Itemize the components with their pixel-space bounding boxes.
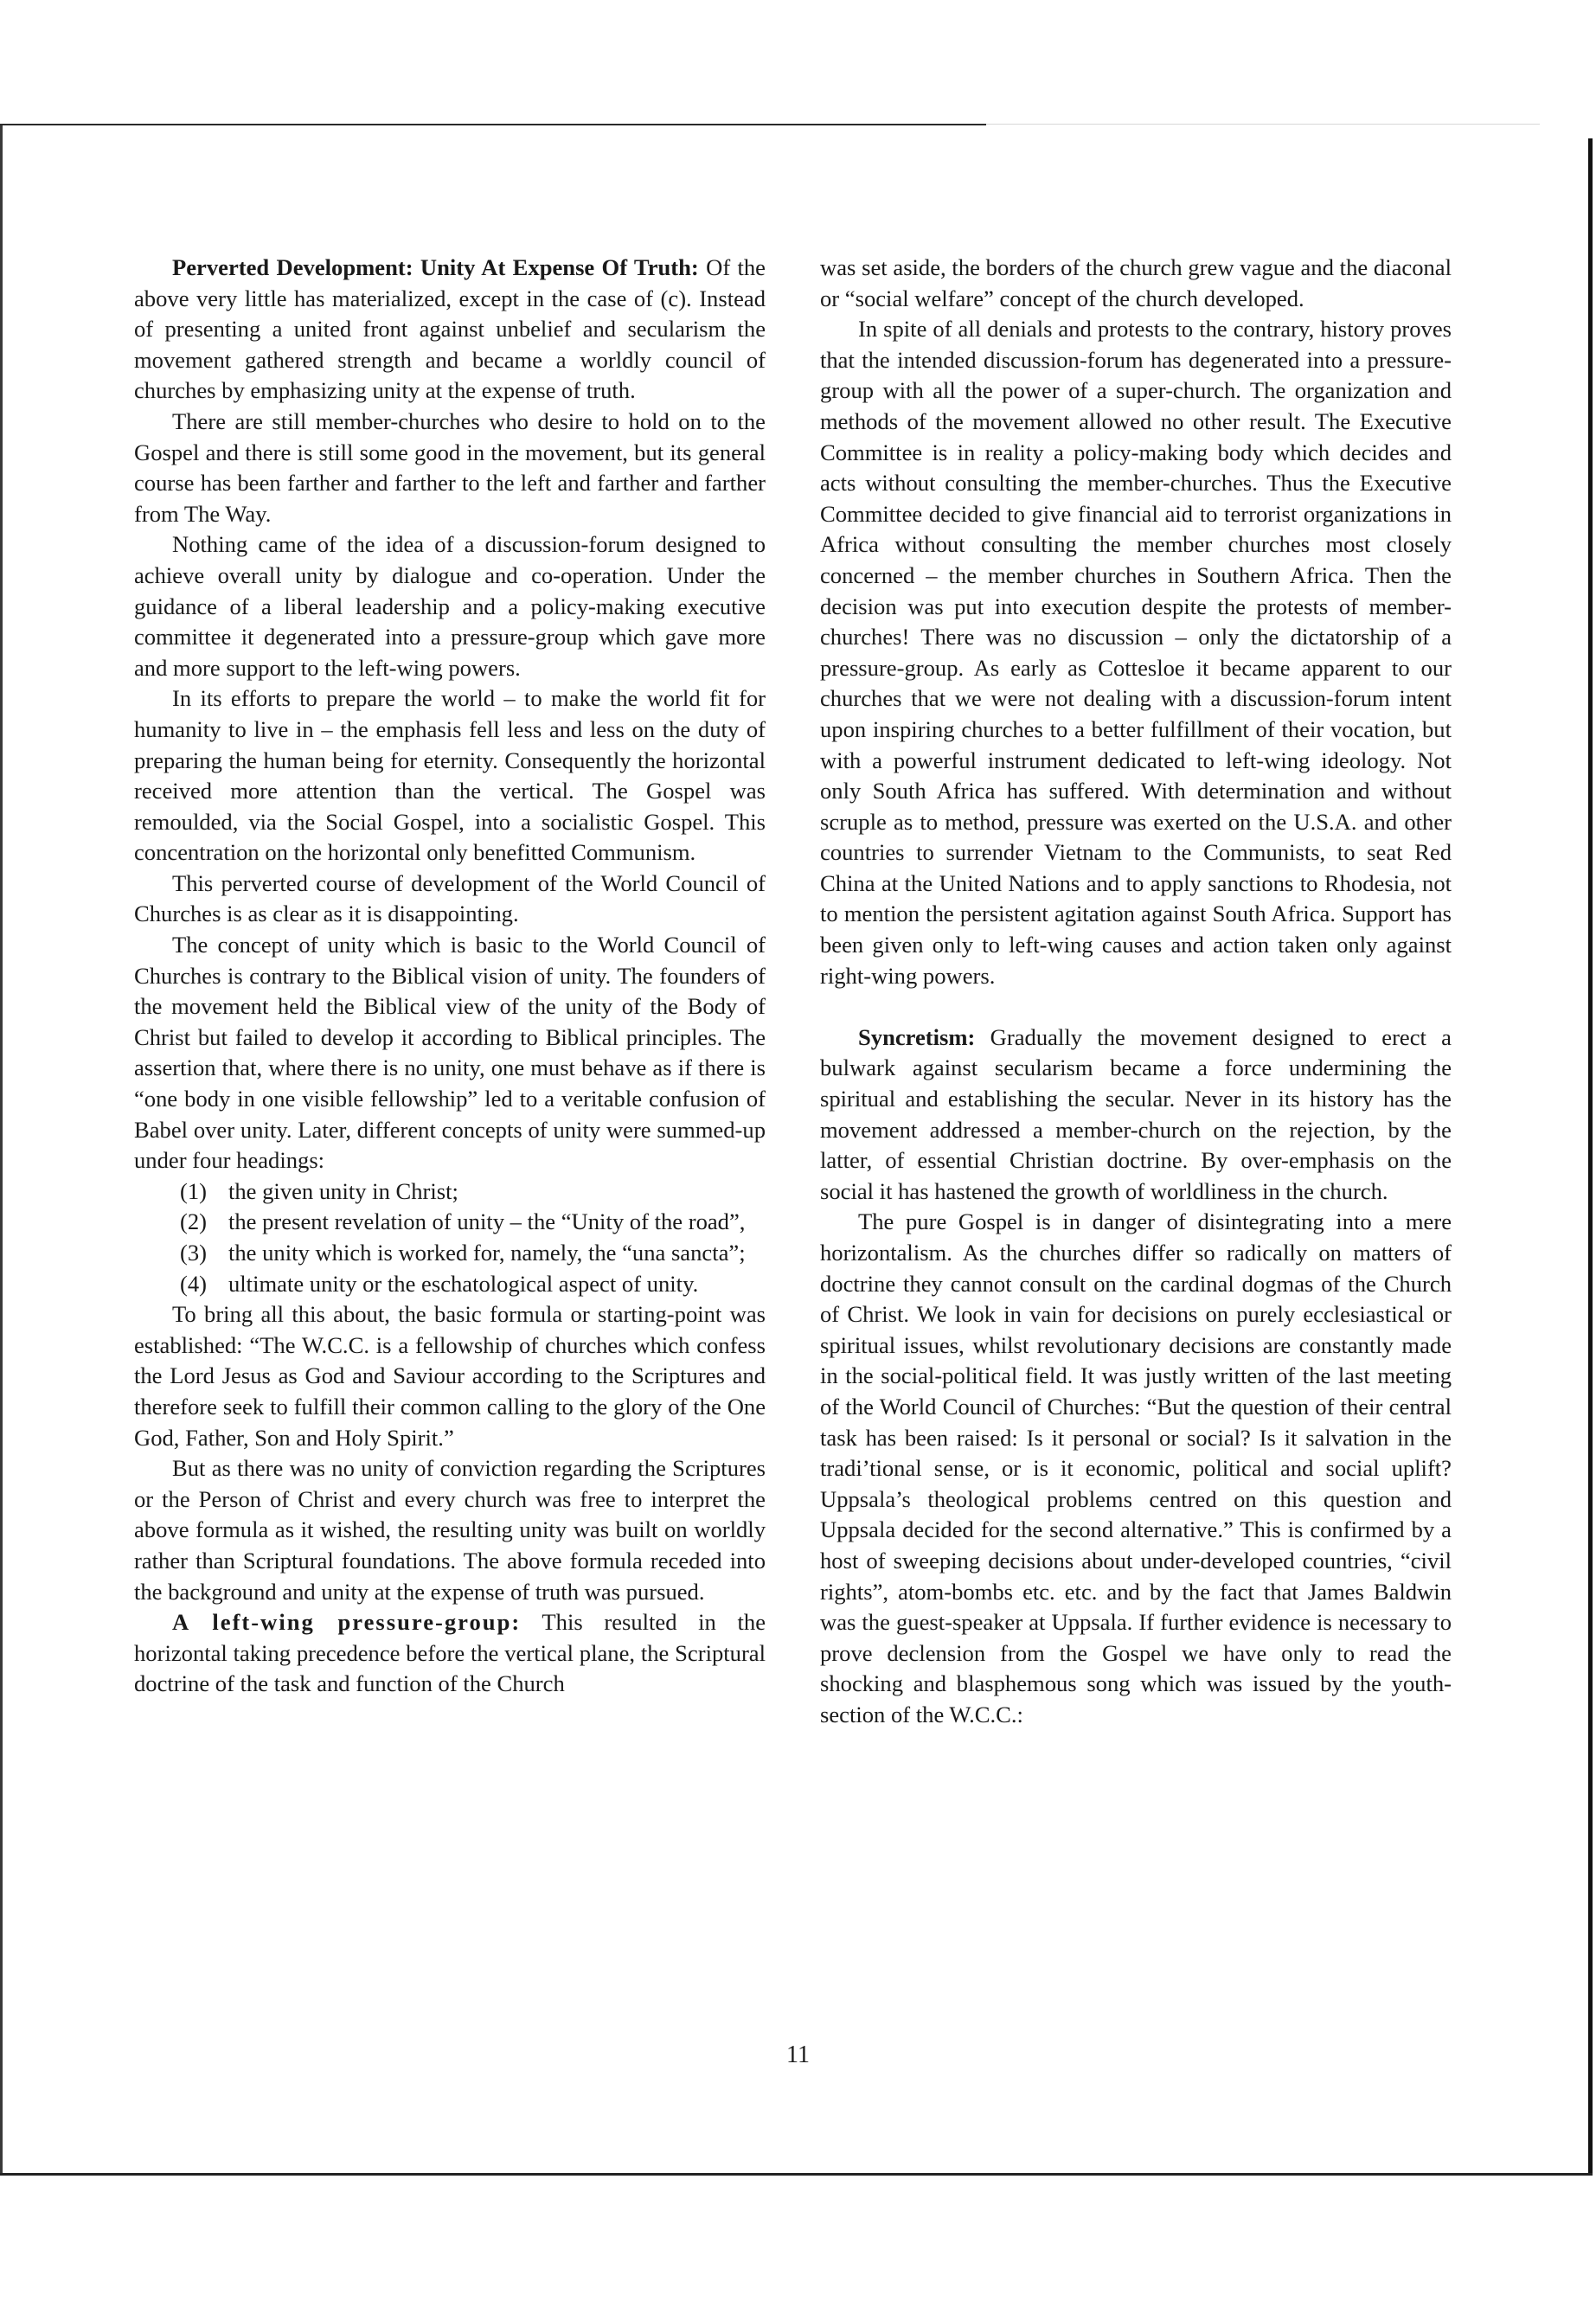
paragraph: To bring all this about, the basic formula or starting-point was established: “The W.C.C. is a fellowship of churches which confess the Lord Jesus as God and Saviour according to the Scriptures and therefore seek to fulfill their common calling to the glory of the One God, Father, Son and Holy Spirit.” [134,1301,766,1451]
list-text: the present revelation of unity – the “Unity of the road”, [228,1208,746,1235]
right-column [820,253,1452,1731]
paragraph-left-wing-pressure-group [134,1607,766,1700]
scan-left-border [0,125,3,2176]
left-column [134,253,766,1700]
list-item [134,1207,766,1238]
paragraph: Nothing came of the idea of a discussion-forum designed to achieve overall unity by dialogue and co-operation. Under the guidance of a liberal leadership and a policy-making executive committee it degenerated into a pressure-group which gave more and more support to the left-wing powers. [134,531,766,681]
scan-top-border [0,124,986,125]
section-heading-syncretism: Syncretism: [858,1023,976,1050]
list-item [134,1238,766,1269]
section-spacer [820,991,1452,1022]
scan-bottom-border [0,2173,1593,2176]
paragraph: In its efforts to prepare the world – to make the world fit for humanity to live in – the emphasis fell less and less on the duty of preparing the human being for eternity. Consequently the horizontal received more attention than the vertical. The Gospel was remoulded, via the Social Gospel, into a socialistic Gospel. This concentration on the horizontal only benefitted Communism. [134,685,766,866]
list-text: the given unity in Christ; [228,1177,458,1204]
list-number: (4) [180,1270,208,1297]
paragraph-syncretism [820,1022,1452,1208]
paragraph-text: This resulted in the horizontal taking precedence before the vertical plane, the Scriptural doctrine of the task and function of the Church [134,1609,766,1697]
paragraph: There are still member-churches who desire to hold on to the Gospel and there is still some good in the movement, but its general course has been farther and farther to the left and farther and farther from The Way. [134,407,766,527]
paragraph: This perverted course of development of the World Council of Churches is as clear as it is disappointing. [134,869,766,927]
list-number: (2) [180,1208,208,1235]
page-number: 11 [786,2041,810,2068]
list-text: ultimate unity or the eschatological aspect of unity. [228,1270,699,1297]
paragraph: But as there was no unity of conviction regarding the Scriptures or the Person of Christ and every church was free to interpret the above formula as it wished, the resulting unity was built on worldly rather than Scriptural foundations. The above formula receded into the background and unity at the expense of truth was pursued. [134,1455,766,1605]
section-heading-perverted-development: Perverted Development: Unity At Expense Of Truth: [172,254,699,280]
list-number: (1) [180,1177,208,1204]
paragraph-continued: was set aside, the borders of the church grew vague and the diaconal or “social welfare” concept of the church developed. [820,254,1452,311]
scan-top-border-faint [986,124,1540,125]
list-number: (3) [180,1240,208,1266]
paragraph: The pure Gospel is in danger of disintegrating into a mere horizontalism. As the churches differ so radically on matters of doctrine they cannot consult on the cardinal dogmas of the Church of Christ. We look in vain for decisions on purely ecclesiastical or spiritual issues, whilst revolutionary decisions are constantly made in the social-political field. It was justly written of the last meeting of the World Council of Churches: “But the question of their central task has been raised: Is it personal or social? Is it salvation in the tradi’tional sense, or is it economic, political and social uplift? Uppsala’s theological problems centred on this question and Uppsala decided for the second alternative.” This is confirmed by a host of sweeping decisions about under-developed countries, “civil rights”, atom-bombs etc. etc. and by the fact that James Baldwin was the guest-speaker at Uppsala. If further evidence is necessary to prove declension from the Gospel we have only to read the shocking and blasphemous song which was issued by the youth-section of the W.C.C.: [820,1208,1452,1727]
scan-right-border [1588,138,1593,2176]
paragraph-text: Of the above very little has materialized, except in the case of (c). Instead of presenting a united front against unbelief and secularism the movement gathered strength and became a worldly council of churches by emphasizing unity at the expense of truth. [134,254,766,404]
paragraph-perverted-development [134,253,766,407]
list-text: the unity which is worked for, namely, the “una sancta”; [228,1240,746,1266]
list-item [134,1176,766,1208]
paragraph-text: Gradually the movement designed to erect a bulwark against secularism became a force undermining the spiritual and establishing the secular. Never in its history has the movement addressed a member-church on the rejection, by the latter, of essential Christian doctrine. By over-emphasis on the social it has hastened the growth of worldliness in the church. [820,1023,1452,1204]
paragraph: In spite of all denials and protests to the contrary, history proves that the intended discussion-forum has degenerated into a pressure-group with all the power of a super-church. The organization and methods of the movement allowed no other result. The Executive Committee is in reality a policy-making body which decides and acts without consulting the member-churches. Thus the Executive Committee decided to give financial aid to terrorist organizations in Africa without consulting the member churches most closely concerned – the member churches in Southern Africa. Then the decision was put into execution despite the protests of member-churches! There was no discussion – only the dictatorship of a pressure-group. As early as Cottesloe it became apparent to our churches that we were not dealing with a discussion-forum intent upon inspiring churches to a better fulfillment of their vocation, but with a powerful instrument dedicated to left-wing ideology. Not only South Africa has suffered. With determination and without scruple as to method, pressure was exerted on the U.S.A. and other countries to surrender Vietnam to the Communists, to seat Red China at the United Nations and to apply sanctions to Rhodesia, not to mention the persistent agitation against South Africa. Support has been given only to left-wing causes and action taken only against right-wing powers. [820,316,1452,989]
list-item [134,1269,766,1300]
section-heading-left-wing-pressure-group: A left-wing pressure-group: [172,1609,522,1636]
paragraph: The concept of unity which is basic to the World Council of Churches is contrary to the Biblical vision of unity. The founders of the movement held the Biblical view of the unity of the Body of Christ but failed to develop it according to Biblical principles. The assertion that, where there is no unity, one must behave as if there is “one body in one visible fellowship” led to a veritable confusion of Babel over unity. Later, different concepts of unity were summed-up under four headings: [134,932,766,1174]
